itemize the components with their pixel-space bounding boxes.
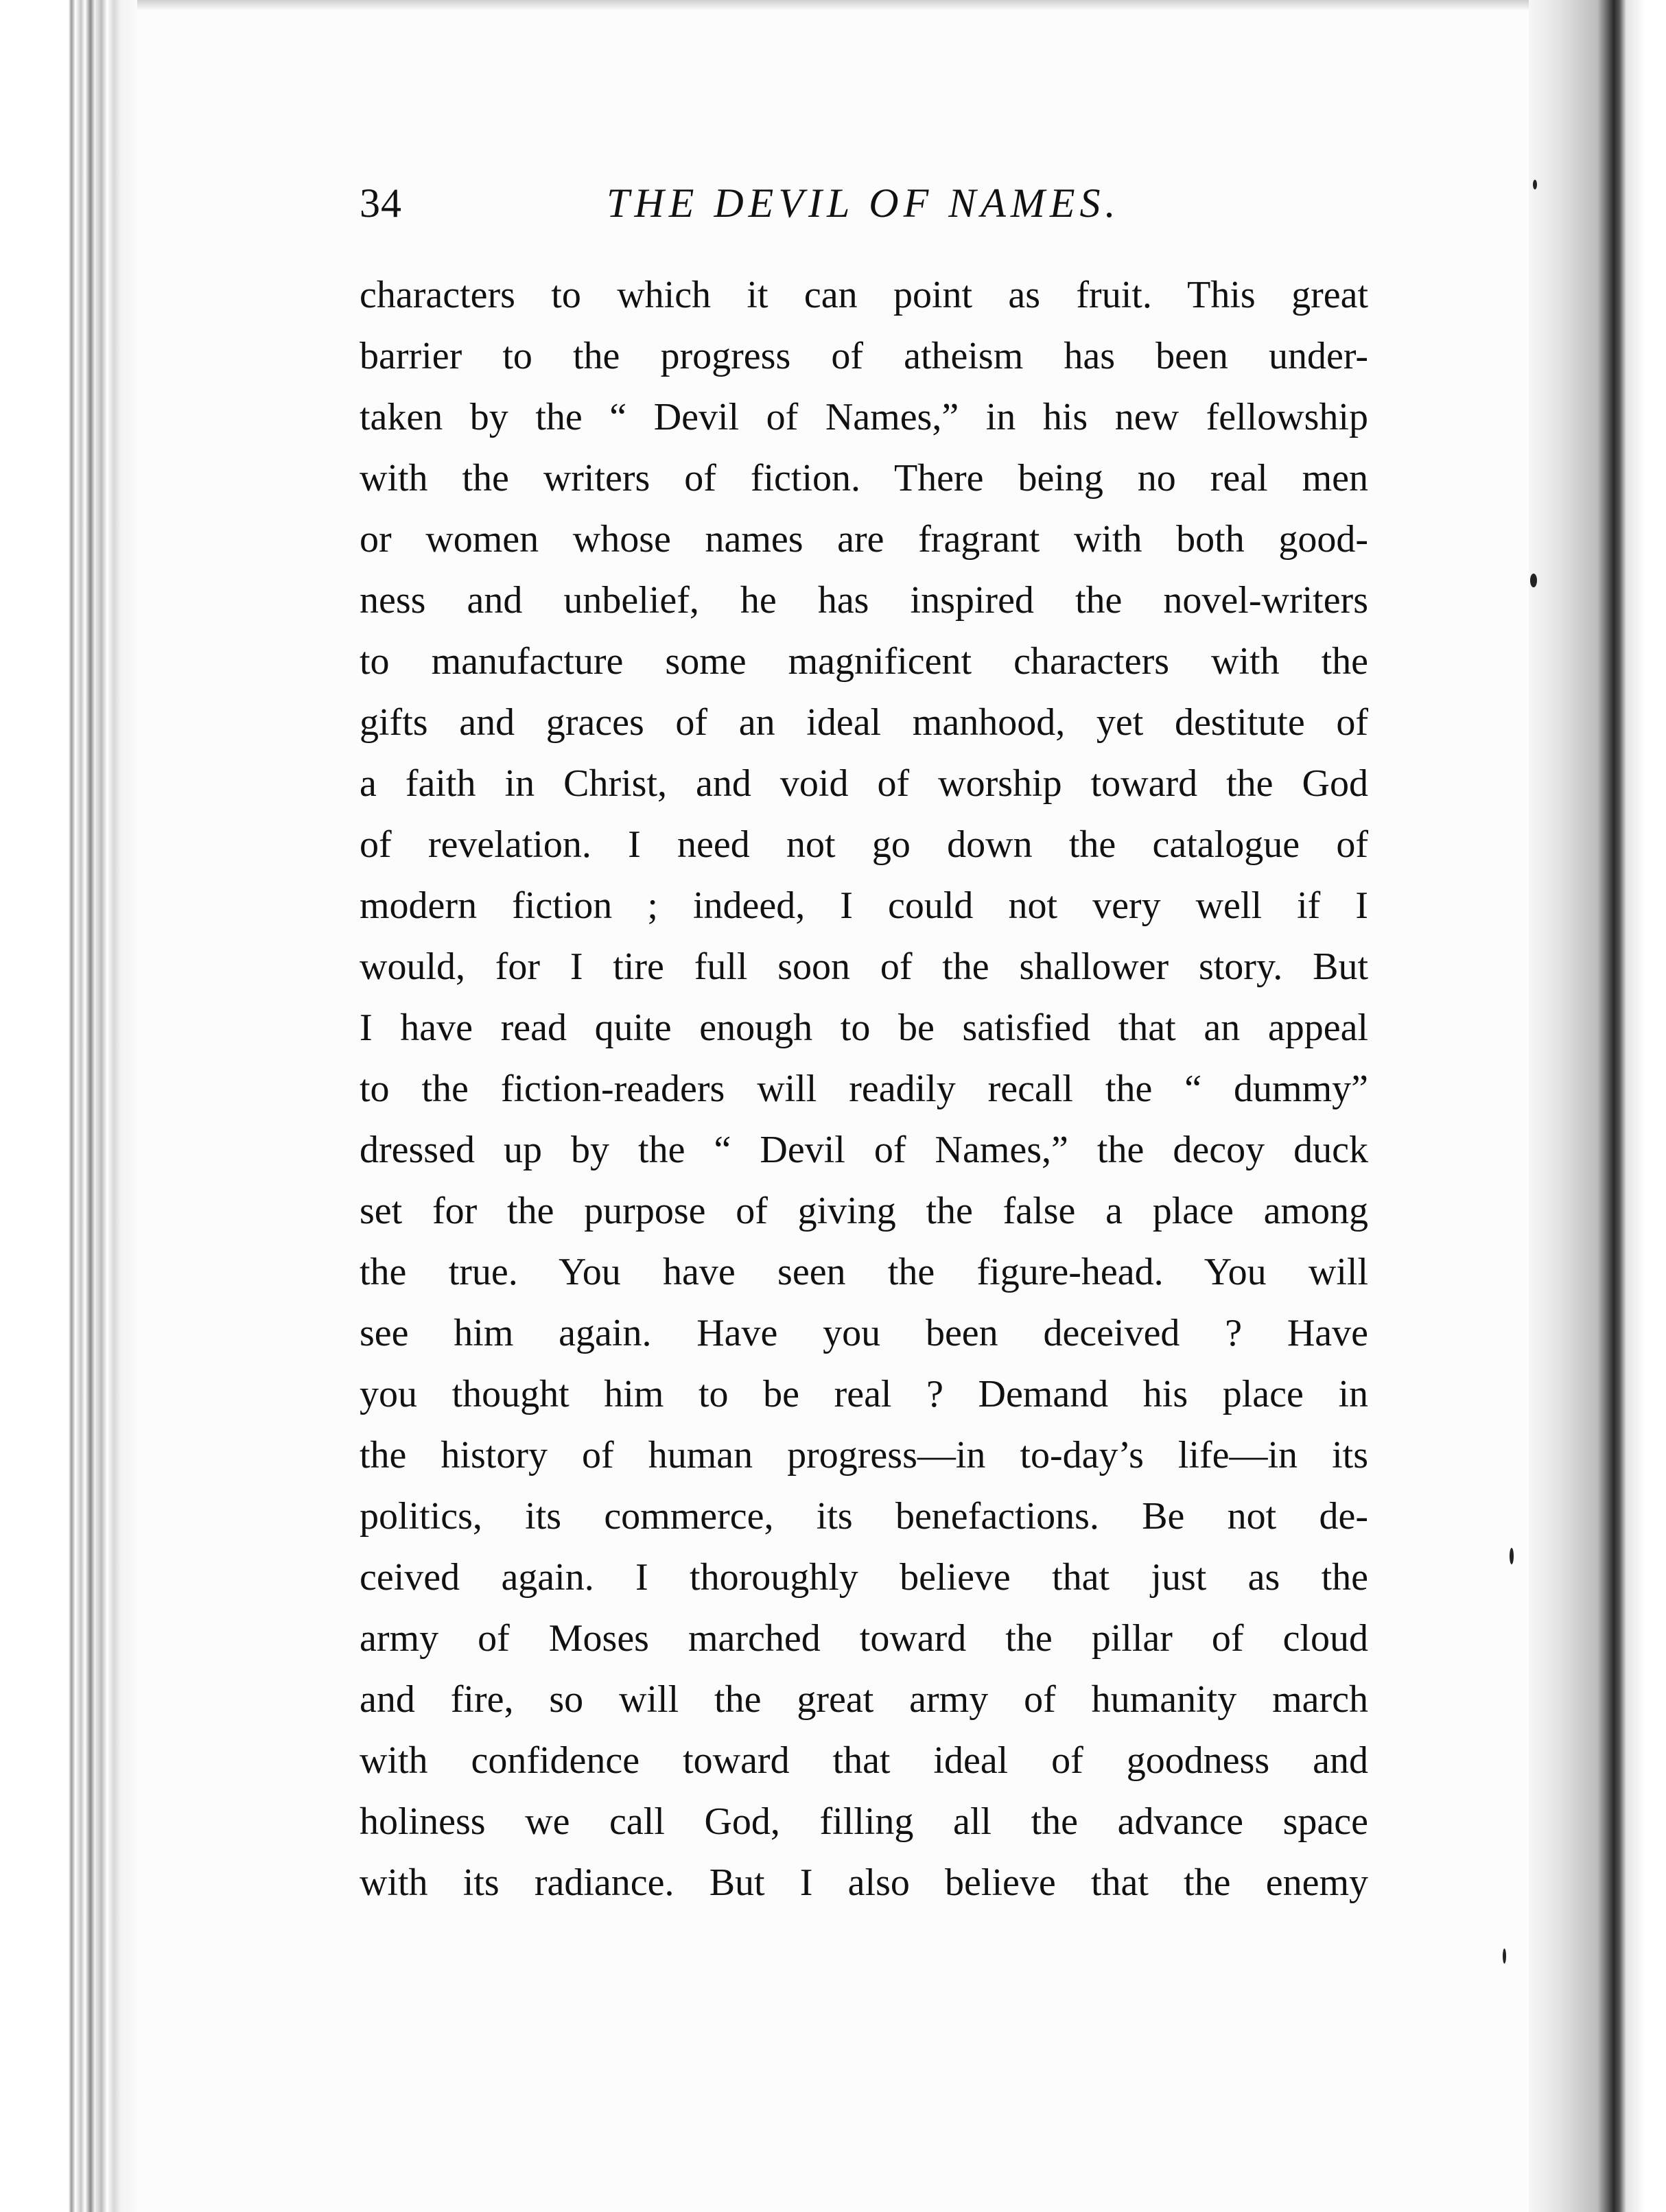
text-line: barrier to the progress of atheism has been under- [360,335,1368,377]
scan-speck [1503,1949,1506,1964]
text-line: politics, its commerce, its benefactions. Be not de- [360,1495,1368,1538]
text-line: to manufacture some magnificent characters with the [360,640,1368,683]
text-line: dressed up by the “ Devil of Names,” the decoy duck [360,1129,1368,1171]
text-line: a faith in Christ, and void of worship toward the God [360,762,1368,805]
page-header [360,180,1368,235]
text-line: with confidence toward that ideal of goodness and [360,1739,1368,1782]
scan-speck [1533,180,1537,189]
text-line: gifts and graces of an ideal manhood, yet destitute of [360,701,1368,744]
text-line: and fire, so will the great army of humanity march [360,1678,1368,1721]
text-line: see him again. Have you been deceived ? Have [360,1312,1368,1354]
page-edge-right [1529,0,1666,2212]
scan-speck [1510,1548,1514,1564]
text-line: with the writers of fiction. There being no real men [360,457,1368,499]
text-line: the history of human progress—in to-day’s life—in its [360,1434,1368,1476]
text-line: or women whose names are fragrant with both good- [360,518,1368,561]
text-line: ness and unbelief, he has inspired the novel-writers [360,579,1368,622]
text-line: would, for I tire full soon of the shallower story. But [360,945,1368,988]
page-number: 34 [360,180,402,226]
text-line: holiness we call God, filling all the advance space [360,1800,1368,1843]
text-line: of revelation. I need not go down the catalogue of [360,823,1368,866]
text-line: I have read quite enough to be satisfied that an appeal [360,1007,1368,1049]
text-line: taken by the “ Devil of Names,” in his new fellowship [360,396,1368,438]
text-line: ceived again. I thoroughly believe that just as the [360,1556,1368,1599]
text-line: with its radiance. But I also believe that the enemy [360,1861,1368,1904]
page-top-edge [137,0,1537,10]
text-line: to the fiction-readers will readily recall the “ dummy” [360,1068,1368,1110]
text-line: you thought him to be real ? Demand his place in [360,1373,1368,1415]
text-line: modern fiction ; indeed, I could not very well if I [360,884,1368,927]
text-line: set for the purpose of giving the false a place among [360,1190,1368,1232]
body-text [360,265,1368,1914]
text-line: army of Moses marched toward the pillar of cloud [360,1617,1368,1660]
running-title: THE DEVIL OF NAMES. [607,180,1121,226]
page-binding-left [0,0,137,2212]
scan-speck [1530,574,1537,587]
text-line: characters to which it can point as fruit. This great [360,274,1368,316]
text-line: the true. You have seen the figure-head. You will [360,1251,1368,1293]
